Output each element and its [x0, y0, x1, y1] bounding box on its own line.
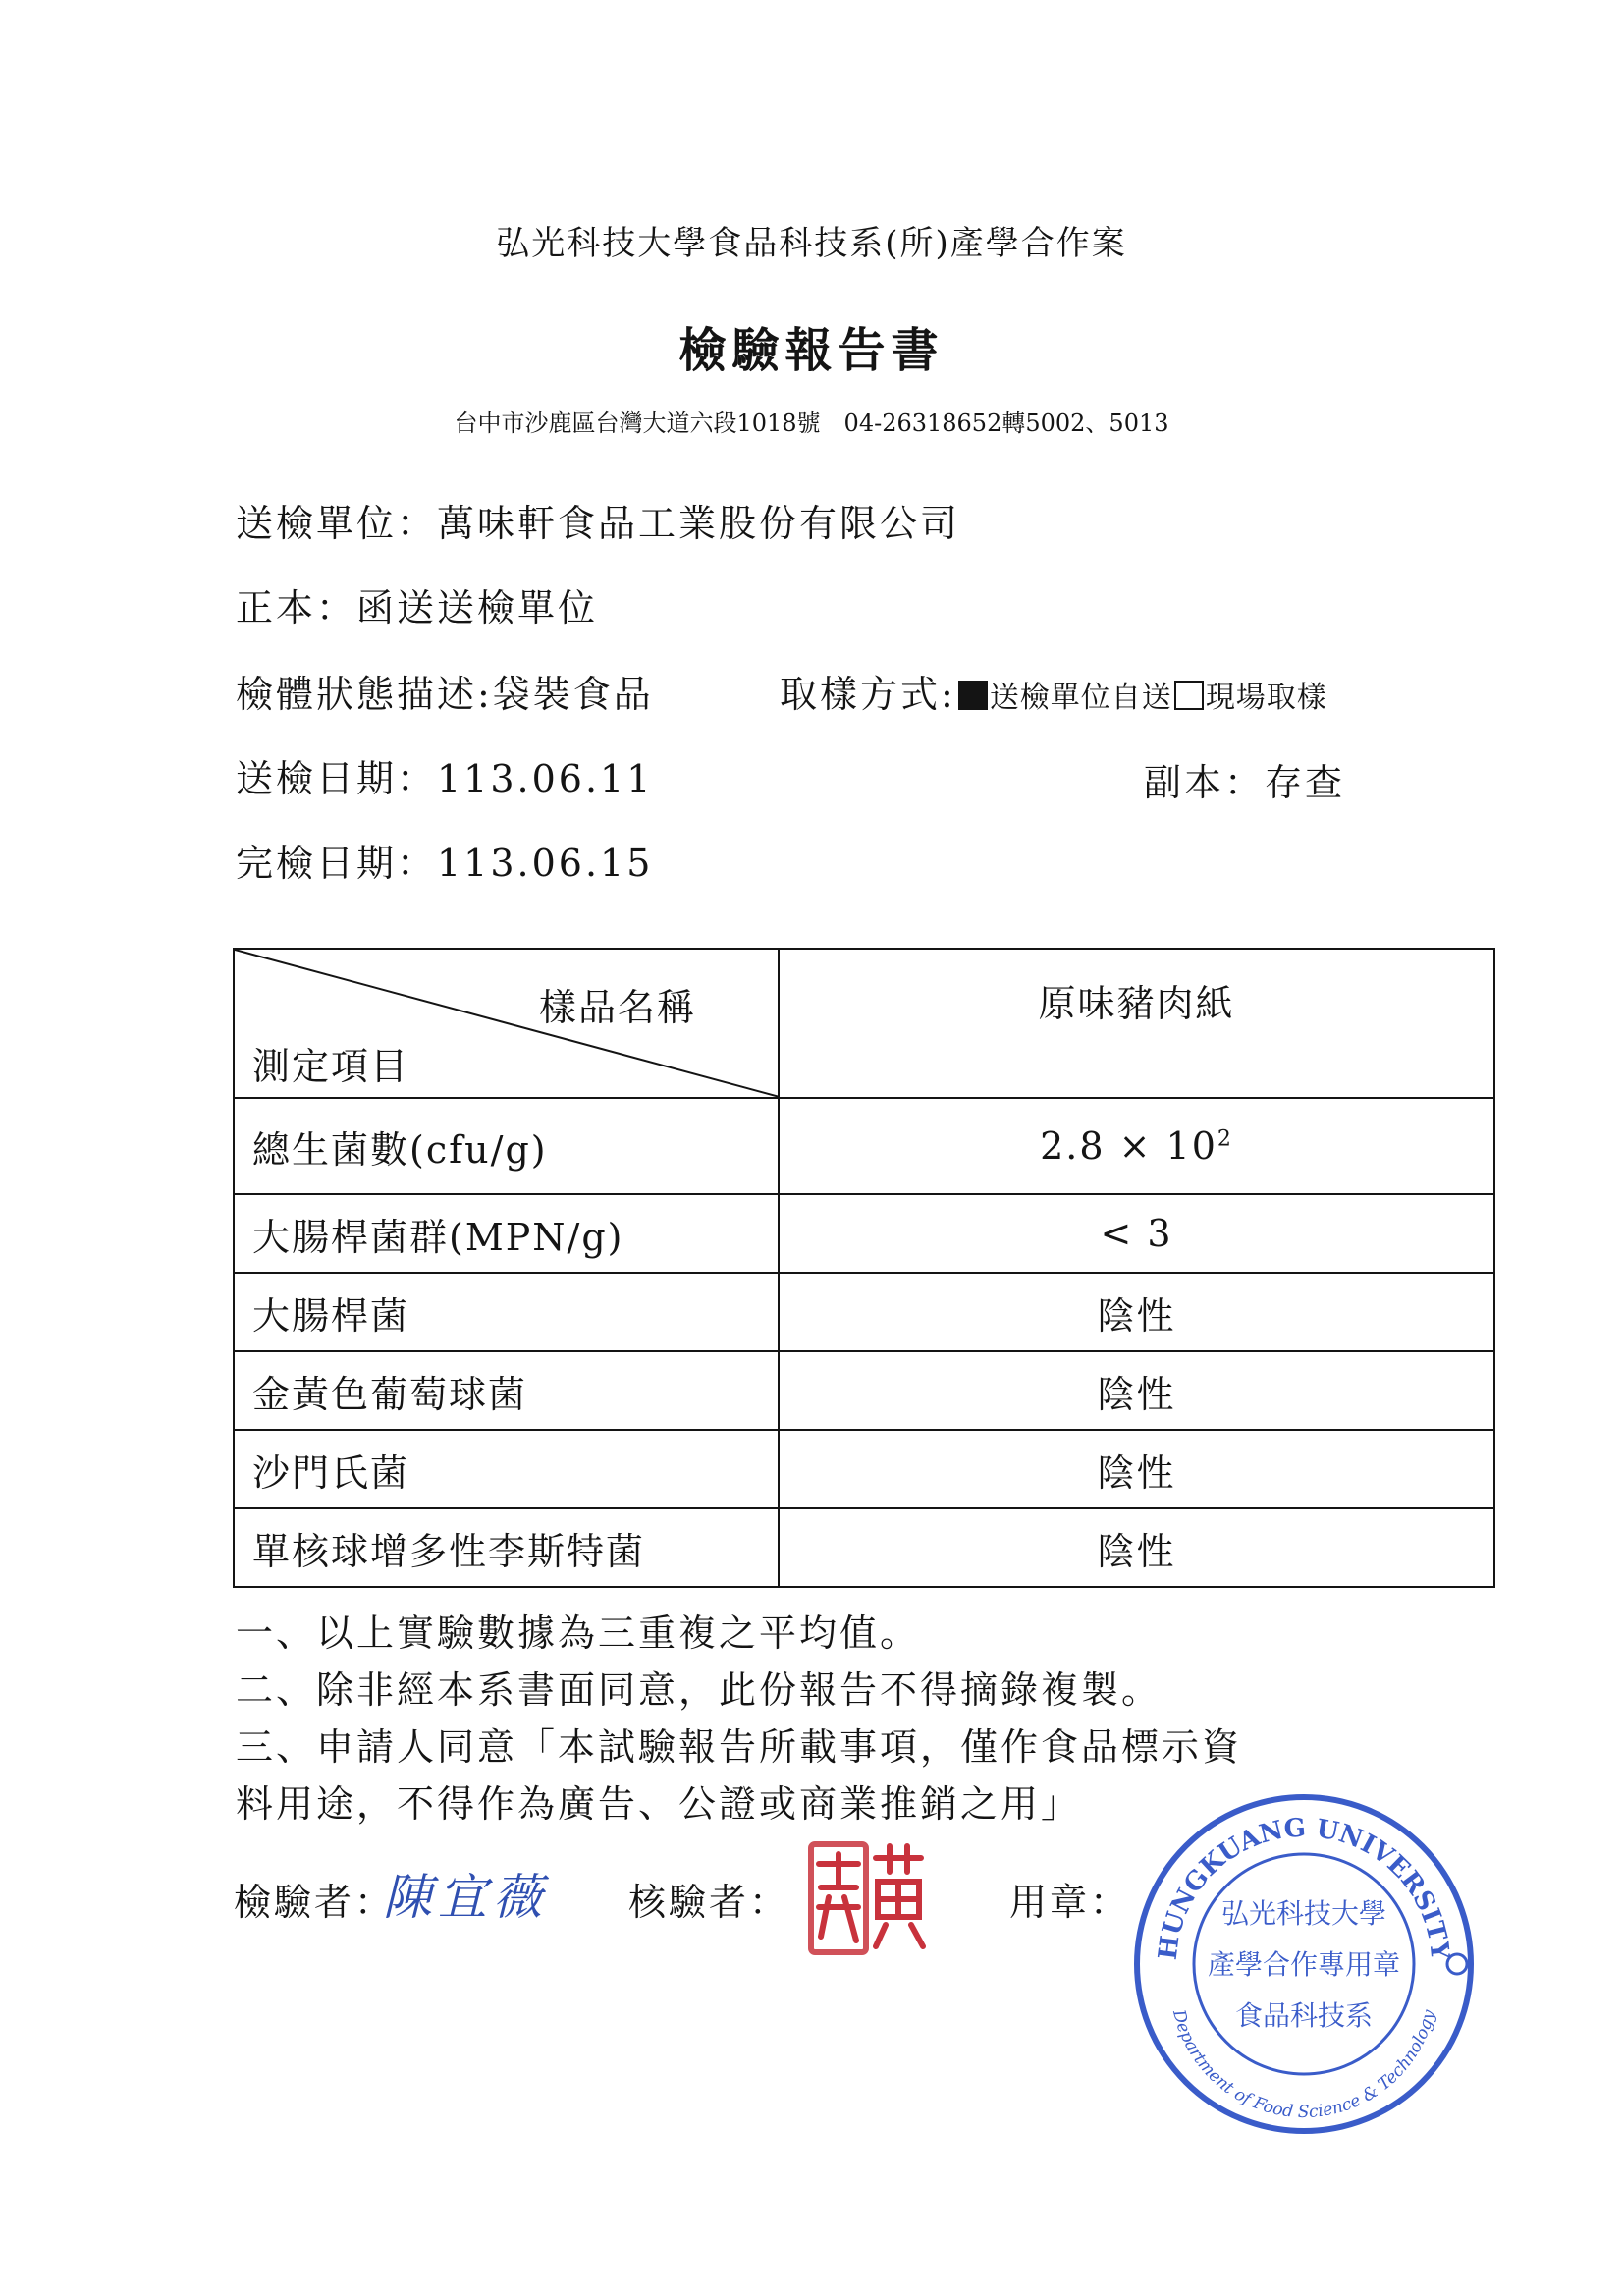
table-row: [234, 1430, 1494, 1508]
seal-line-3: 食品科技系: [1234, 1999, 1374, 2032]
result-value: < 3: [1100, 1212, 1173, 1255]
sampling-label: 取樣方式:: [780, 673, 956, 716]
seal-label: 用章：: [1009, 1881, 1131, 1924]
reviewer-stamp: [805, 1834, 933, 1972]
original-copy-field: 正本：函送送檢單位: [236, 586, 599, 629]
seal-flower-icon: [1447, 1954, 1467, 1974]
note-2: 二、除非經本系書面同意，此份報告不得摘錄複製。: [236, 1668, 1163, 1712]
test-item-cell: 大腸桿菌群(MPN/g): [234, 1194, 779, 1273]
submit-date-field: 送檢日期：113.06.11: [236, 757, 654, 800]
result-cell: [779, 1273, 1494, 1351]
header-sample-name: 樣品名稱: [539, 986, 697, 1029]
address-phone: 台中市沙鹿區台灣大道六段1018號 04-26318652轉5002、5013: [454, 410, 1169, 437]
institution-header: 弘光科技大學食品科技系(所)產學合作案: [496, 224, 1127, 263]
sampling-option-self: 送檢單位自送: [989, 681, 1172, 715]
sampling-option-onsite: 現場取樣: [1205, 681, 1327, 715]
note-1: 一、以上實驗數據為三重複之平均值。: [236, 1612, 921, 1655]
test-item-cell: 沙門氏菌: [234, 1430, 779, 1508]
results-table: [233, 948, 1495, 1588]
result-value: 陰性: [1097, 1529, 1176, 1573]
result-cell: [779, 1194, 1494, 1273]
result-value: 陰性: [1097, 1450, 1176, 1495]
header-test-item: 測定項目: [252, 1045, 410, 1088]
result-cell: [779, 1508, 1494, 1587]
table-row: [234, 1194, 1494, 1273]
sampling-method: [780, 664, 1327, 718]
official-seal: [1127, 1787, 1481, 2141]
copy-field: 副本：存查: [1144, 761, 1346, 804]
checkbox-checked-icon: [958, 681, 988, 710]
result-cell: [779, 1430, 1494, 1508]
result-value: 陰性: [1097, 1293, 1176, 1338]
table-row: [234, 1098, 1494, 1194]
checkbox-unchecked-icon: [1174, 681, 1204, 710]
result-value: 陰性: [1097, 1372, 1176, 1416]
reviewer-label: 核驗者：: [628, 1881, 790, 1924]
sample-name: 原味豬肉紙: [1038, 982, 1235, 1025]
test-item-cell: 單核球增多性李斯特菌: [234, 1508, 779, 1587]
diagonal-header-cell: [234, 949, 779, 1098]
table-row: [234, 1508, 1494, 1587]
seal-line-2: 產學合作專用章: [1207, 1948, 1401, 1981]
test-item-cell: 大腸桿菌: [234, 1273, 779, 1351]
seal-text-university: HUNGKUANG UNIVERSITY: [1153, 1813, 1455, 1962]
inspector-label: 檢驗者：: [234, 1881, 396, 1924]
result-cell: [779, 1351, 1494, 1430]
result-cell: [779, 1098, 1494, 1194]
table-row: [234, 1273, 1494, 1351]
table-header-row: [234, 949, 1494, 1098]
submitter-field: 送檢單位：萬味軒食品工業股份有限公司: [236, 502, 961, 545]
sample-name-cell: [779, 949, 1494, 1098]
table-row: [234, 1351, 1494, 1430]
inspector-signature: 陳宜薇: [383, 1869, 548, 1926]
test-item-cell: 金黃色葡萄球菌: [234, 1351, 779, 1430]
note-3: 三、申請人同意「本試驗報告所載事項，僅作食品標示資: [236, 1725, 1243, 1769]
seal-line-1: 弘光科技大學: [1220, 1897, 1387, 1930]
result-exponent: 2: [1217, 1126, 1233, 1152]
complete-date-field: 完檢日期：113.06.15: [236, 842, 654, 885]
result-value: 2.8 × 10: [1040, 1124, 1217, 1168]
report-title: 檢驗報告書: [678, 323, 945, 378]
note-3-continued: 料用途，不得作為廣告、公證或商業推銷之用」: [236, 1782, 1082, 1826]
test-item-cell: 總生菌數(cfu/g): [234, 1098, 779, 1194]
seal-text-department: Department of Food Science & Technology: [1167, 2007, 1439, 2123]
sample-state-field: 檢體狀態描述:袋裝食品: [236, 673, 654, 716]
